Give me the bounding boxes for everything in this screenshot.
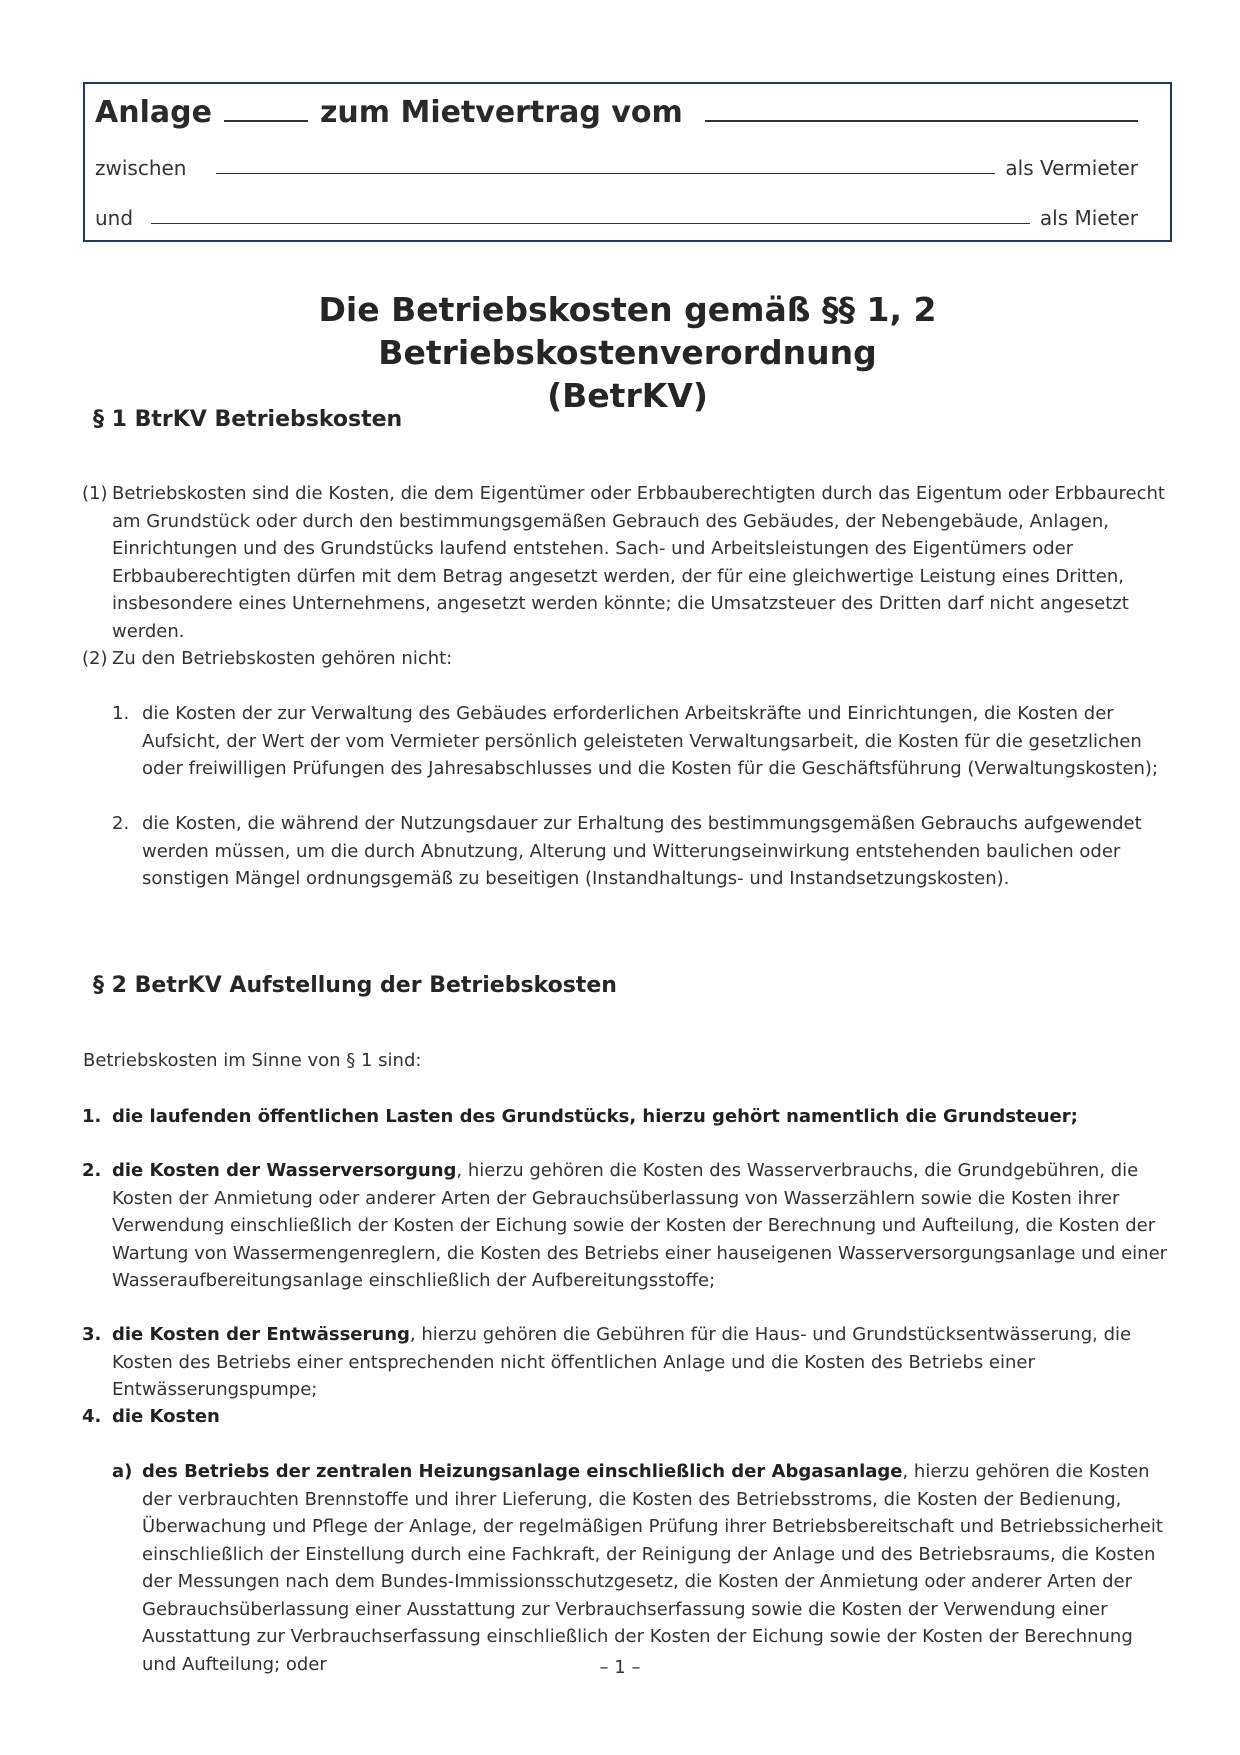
mietvertrag-label: zum Mietvertrag vom [319,95,683,130]
mieter-label: als Mieter [1039,206,1138,230]
paragraph-text: Zu den Betriebskosten gehören nicht: [112,648,453,669]
page-number: – 1 – [599,1657,641,1678]
section-1-heading: § 1 BtrKV Betriebskosten [93,407,403,432]
contract-date-blank [705,120,1138,122]
item-number: 3. [82,1324,102,1345]
landlord-name-blank [216,173,995,174]
item-text: die Kosten, die während der Nutzungsdauer zur Erhaltung des bestimmungsgemäßen Gebrauchs aufgewendet werden müssen, um die durch Abnutzung, Alterung und Witterungseinwirkung entstehenden baulichen oder sonstigen Mängel ordnungsgemäß zu beseitigen (Instandhaltungs- und Instandsetzungskosten). [142,813,1142,889]
item-text: die Kosten der zur Verwaltung des Gebäudes erforderlichen Arbeitskräfte und Einrichtungen, die Kosten der Aufsicht, der Wert der vom Vermieter persönlich geleisteten Verwaltungsarbeit, die Kosten für die gesetzlichen oder freiwilligen Prüfungen des Jahresabschlusses und die Kosten für die Geschäftsführung (Verwaltungskosten); [142,703,1159,779]
paragraph-number: (1) [82,483,108,504]
section-2-heading: § 2 BetrKV Aufstellung der Betriebskosten [93,973,617,998]
annex-number-blank [224,120,308,122]
contract-header-box [83,82,1172,242]
paragraph-number: (2) [82,648,108,669]
tenant-row [95,204,1138,230]
und-label: und [95,206,134,230]
exclusion-item-1 [112,700,1172,783]
zwischen-label: zwischen [95,156,187,180]
section-1-paragraph-1 [82,480,1172,645]
item-bold-text: die Kosten der Entwässerung [112,1324,410,1345]
item-text: , hierzu gehören die Gebühren für die Haus- und Grundstücksentwässerung, die Kosten des Betriebs einer entsprechenden nicht öffentlichen Anlage und die Kosten des Betriebs einer Entwässerungspumpe; [112,1324,1132,1400]
item-number: a) [112,1461,133,1482]
exclusion-item-2 [112,810,1172,893]
vermieter-label: als Vermieter [1005,156,1138,180]
cost-item-4a [112,1458,1172,1678]
cost-item-1 [82,1103,1172,1131]
item-bold-text: die Kosten der Wasserversorgung [112,1160,457,1181]
item-bold-text: die Kosten [112,1406,220,1427]
tenant-name-blank [151,223,1030,224]
anlage-label: Anlage [95,95,212,130]
item-number: 2. [82,1160,102,1181]
item-number: 1. [112,703,130,724]
cost-item-4 [82,1403,1172,1431]
item-bold-text: des Betriebs der zentralen Heizungsanlage einschließlich der Abgasanlage [142,1461,903,1482]
title-line-2: (BetrKV) [547,376,708,415]
item-number: 1. [82,1106,102,1127]
item-number: 4. [82,1406,102,1427]
item-bold-text: die laufenden öffentlichen Lasten des Grundstücks, hierzu gehört namentlich die Grundsteuer; [112,1106,1078,1127]
item-number: 2. [112,813,130,834]
document-title [83,288,1172,417]
cost-item-3 [82,1321,1172,1404]
landlord-row [95,154,1138,180]
section-1-paragraph-2 [82,645,1172,673]
cost-item-2 [82,1157,1172,1295]
section-2-intro: Betriebskosten im Sinne von § 1 sind: [83,1050,422,1071]
annex-title-row [95,94,1138,130]
item-text: , hierzu gehören die Kosten des Wasserverbrauchs, die Grundgebühren, die Kosten der Anmietung oder anderer Arten der Gebrauchsüberlassung von Wasserzählern sowie die Kosten ihrer Verwendung einschließlich der Kosten der Eichung sowie der Kosten der Berechnung und Aufteilung, die Kosten der Wartung von Wassermengenreglern, die Kosten des Betriebs einer hauseigenen Wasserversorgungsanlage und einer Wasseraufbereitungsanlage einschließlich der Aufbereitungsstoffe; [112,1160,1168,1291]
title-line-1: Die Betriebskosten gemäß §§ 1, 2 Betriebskostenverordnung [318,290,937,372]
paragraph-text: Betriebskosten sind die Kosten, die dem Eigentümer oder Erbbauberechtigten durch das Eigentum oder Erbbaurecht am Grundstück oder durch den bestimmungsgemäßen Gebrauch des Gebäudes, der Nebengebäude, Anlagen, Einrichtungen und des Grundstücks laufend entstehen. Sach- und Arbeitsleistungen des Eigentümers oder Erbbauberechtigten dürfen mit dem Betrag angesetzt werden, der für eine gleichwertige Leistung eines Dritten, insbesondere eines Unternehmens, angesetzt werden könnte; die Umsatzsteuer des Dritten darf nicht angesetzt werden. [112,483,1165,642]
item-text: , hierzu gehören die Kosten der verbrauchten Brennstoffe und ihrer Lieferung, die Kosten des Betriebsstroms, die Kosten der Bedienung, Überwachung und Pflege der Anlage, der regelmäßigen Prüfung ihrer Betriebsbereitschaft und Betriebssicherheit einschließlich der Einstellung durch eine Fachkraft, der Reinigung der Anlage und des Betriebsraums, die Kosten der Messungen nach dem Bundes-Immissionsschutzgesetz, die Kosten der Anmietung oder anderer Arten der Gebrauchsüberlassung einer Ausstattung zur Verbrauchserfassung sowie die Kosten der Verwendung einer Ausstattung zur Verbrauchserfassung einschließlich der Kosten der Eichung sowie der Kosten der Berechnung und Aufteilung; oder [142,1461,1163,1675]
